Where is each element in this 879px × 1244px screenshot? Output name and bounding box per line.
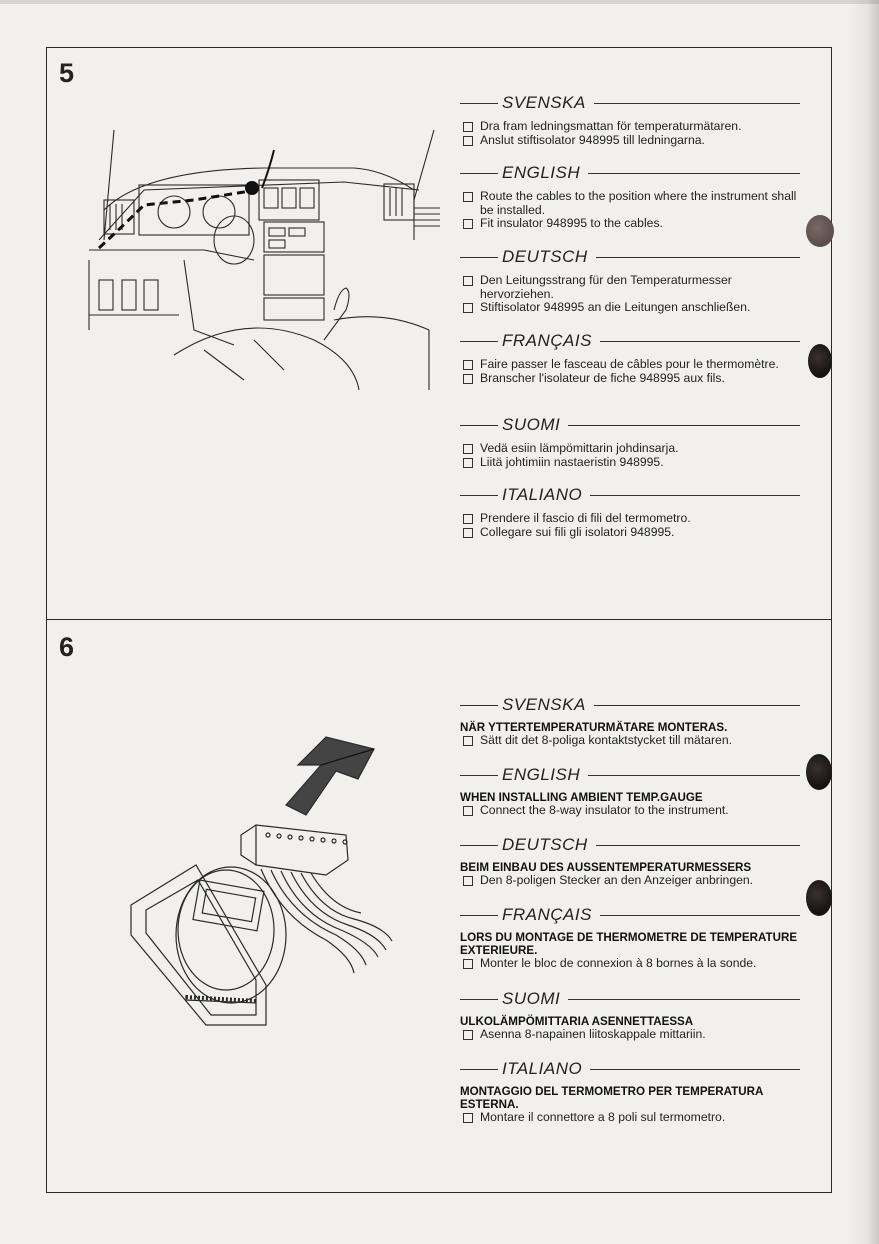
instruction-item: Stiftisolator 948995 an die Leitungen anschließen.	[460, 301, 800, 315]
language-name: SUOMI	[502, 989, 561, 1008]
lang-block-deutsch	[460, 246, 800, 315]
lang-block-deutsch	[460, 834, 800, 888]
step-number: 6	[59, 632, 75, 662]
instruction-item: Den Leitungsstrang für den Temperaturmesser hervorziehen.	[460, 274, 800, 301]
checkbox-icon	[463, 528, 473, 538]
checkbox-icon	[463, 514, 473, 524]
language-header	[460, 414, 800, 436]
subheading: BEIM EINBAU DES AUSSENTEMPERATURMESSERS	[460, 861, 752, 874]
instruction-item: Route the cables to the position where the instrument shall be installed.	[460, 190, 800, 217]
punch-hole	[808, 344, 832, 378]
punch-hole	[806, 754, 832, 790]
language-header	[460, 904, 800, 926]
language-header	[460, 694, 800, 716]
checkbox-icon	[463, 959, 473, 969]
page-spine-shadow	[849, 0, 879, 1244]
language-header	[460, 246, 800, 268]
lang-block-francais	[460, 904, 800, 971]
language-name: ITALIANO	[502, 1059, 583, 1078]
instruction-item: Monter le bloc de connexion à 8 bornes à la sonde.	[460, 957, 800, 971]
instruction-item: Dra fram ledningsmattan för temperaturmätaren.	[460, 120, 800, 134]
lang-block-suomi	[460, 414, 800, 469]
language-name: SVENSKA	[502, 695, 586, 714]
language-header	[460, 330, 800, 352]
language-header	[460, 92, 800, 114]
lang-block-svenska	[460, 694, 800, 748]
language-header	[460, 764, 800, 786]
checkbox-icon	[463, 876, 473, 886]
checkbox-icon	[463, 219, 473, 229]
page-edge	[0, 0, 879, 4]
lang-block-english	[460, 162, 800, 231]
section-divider	[46, 619, 832, 620]
language-header	[460, 988, 800, 1010]
instruction-item: Branscher l'isolateur de fiche 948995 aux fils.	[460, 372, 800, 386]
subheading: LORS DU MONTAGE DE THERMOMETRE DE TEMPERATURE EXTERIEURE.	[460, 931, 798, 957]
language-header	[460, 162, 800, 184]
language-name: FRANÇAIS	[502, 331, 592, 350]
subheading: NÄR YTTERTEMPERATURMÄTARE MONTERAS.	[460, 721, 728, 734]
instruction-item: Anslut stiftisolator 948995 till ledningarna.	[460, 134, 800, 148]
instruction-item: Asenna 8-napainen liitoskappale mittariin.	[460, 1028, 800, 1042]
checkbox-icon	[463, 360, 473, 370]
subheading: WHEN INSTALLING AMBIENT TEMP.GAUGE	[460, 791, 703, 804]
instruction-item: Den 8-poligen Stecker an den Anzeiger anbringen.	[460, 874, 800, 888]
lang-block-italiano	[460, 1058, 800, 1125]
step-number: 5	[59, 58, 75, 88]
instruction-item: Faire passer le fasceau de câbles pour le thermomètre.	[460, 358, 800, 372]
checkbox-icon	[463, 303, 473, 313]
instruction-item: Montare il connettore a 8 poli sul termometro.	[460, 1111, 800, 1125]
lang-block-italiano	[460, 484, 800, 539]
gauge-connector-illustration	[126, 735, 396, 1030]
language-name: SUOMI	[502, 415, 561, 434]
instruction-item: Vedä esiin lämpömittarin johdinsarja.	[460, 442, 800, 456]
instruction-item: Sätt dit det 8-poliga kontaktstycket till mätaren.	[460, 734, 800, 748]
checkbox-icon	[463, 736, 473, 746]
lang-block-suomi	[460, 988, 800, 1042]
lang-block-english	[460, 764, 800, 818]
language-name: DEUTSCH	[502, 835, 588, 854]
punch-hole	[806, 880, 832, 916]
lang-block-svenska	[460, 92, 800, 147]
language-header	[460, 484, 800, 506]
instruction-item: Connect the 8-way insulator to the instrument.	[460, 804, 800, 818]
instruction-item: Prendere il fascio di fili del termometro.	[460, 512, 800, 526]
language-header	[460, 834, 800, 856]
checkbox-icon	[463, 1030, 473, 1040]
punch-hole	[806, 215, 834, 247]
instruction-item: Fit insulator 948995 to the cables.	[460, 217, 800, 231]
checkbox-icon	[463, 136, 473, 146]
checkbox-icon	[463, 374, 473, 384]
language-header	[460, 1058, 800, 1080]
checkbox-icon	[463, 1113, 473, 1123]
checkbox-icon	[463, 276, 473, 286]
language-name: DEUTSCH	[502, 247, 588, 266]
checkbox-icon	[463, 122, 473, 132]
subheading: MONTAGGIO DEL TERMOMETRO PER TEMPERATURA ESTERNA.	[460, 1085, 763, 1111]
language-name: ENGLISH	[502, 765, 581, 784]
instruction-item: Collegare sui fili gli isolatori 948995.	[460, 526, 800, 540]
lang-block-francais	[460, 330, 800, 385]
checkbox-icon	[463, 444, 473, 454]
language-name: FRANÇAIS	[502, 905, 592, 924]
language-name: ENGLISH	[502, 163, 581, 182]
instruction-item: Liitä johtimiin nastaeristin 948995.	[460, 456, 800, 470]
checkbox-icon	[463, 192, 473, 202]
checkbox-icon	[463, 806, 473, 816]
language-name: ITALIANO	[502, 485, 583, 504]
dashboard-illustration	[84, 130, 444, 390]
subheading: ULKOLÄMPÖMITTARIA ASENNETTAESSA	[460, 1015, 694, 1028]
checkbox-icon	[463, 458, 473, 468]
language-name: SVENSKA	[502, 93, 586, 112]
